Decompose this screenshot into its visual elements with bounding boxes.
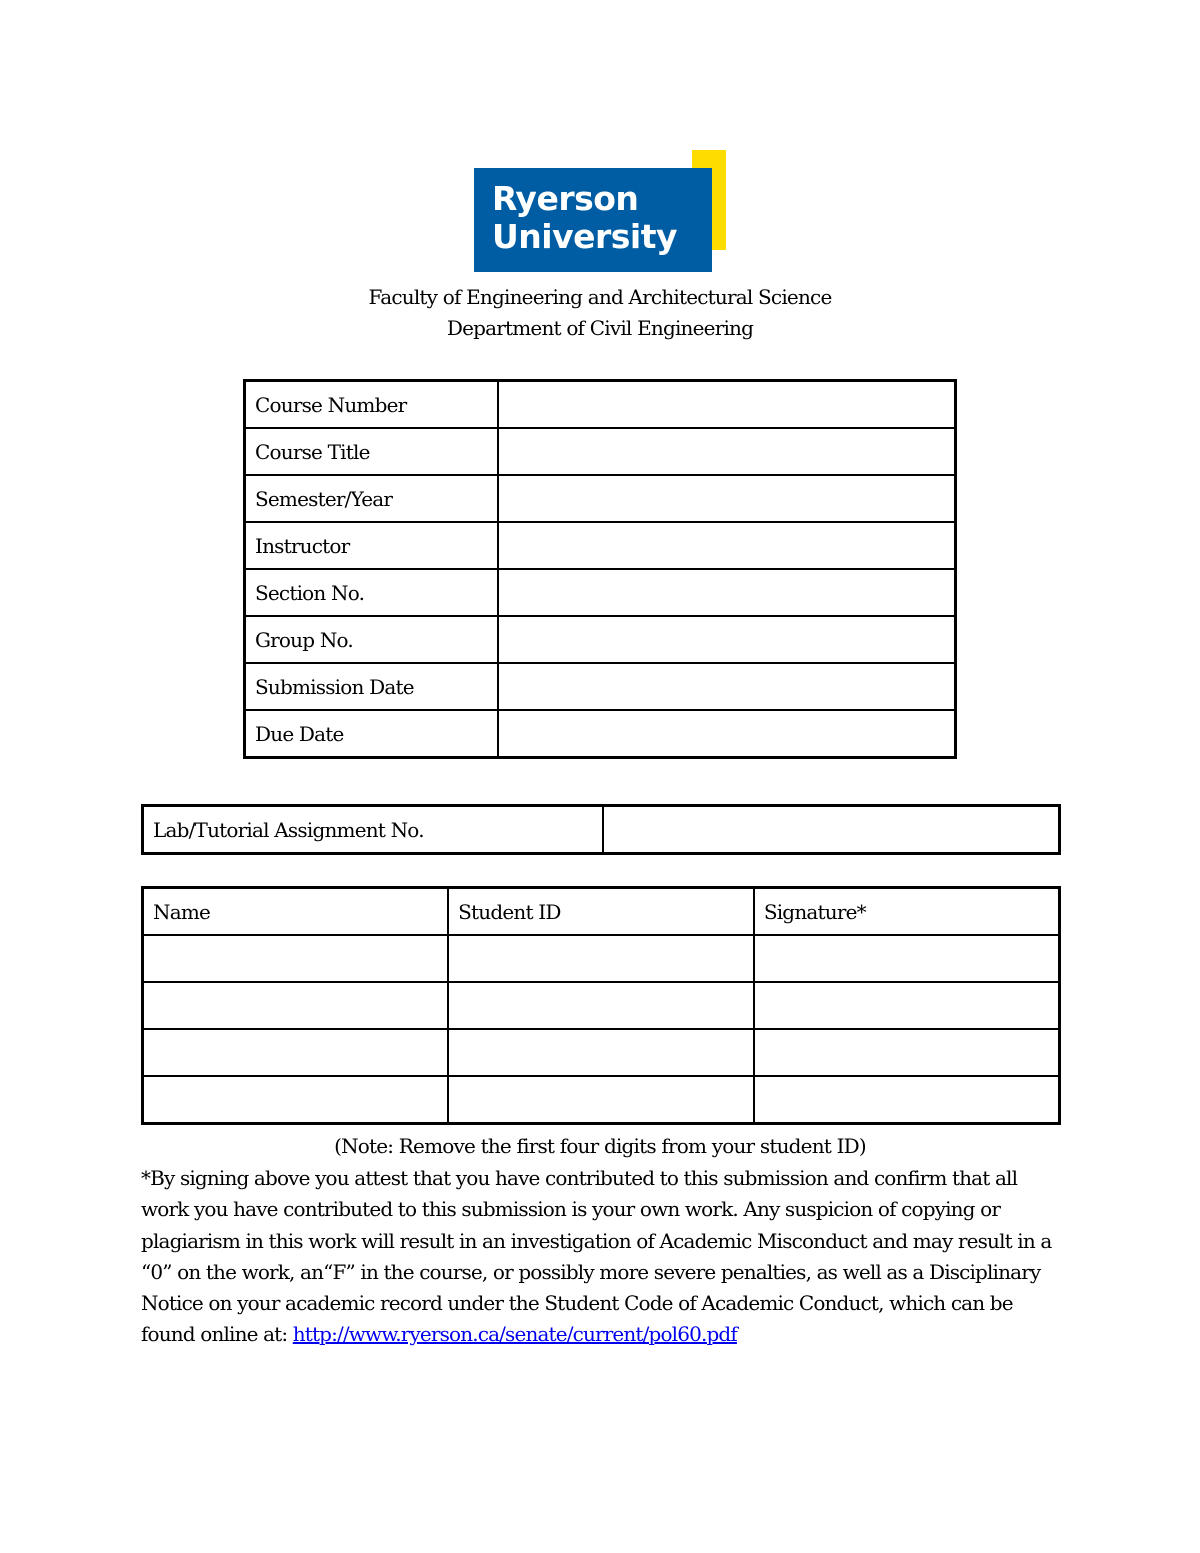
- name-cell[interactable]: [143, 982, 449, 1029]
- group-no-field[interactable]: [498, 616, 956, 663]
- due-date-label: Due Date: [245, 710, 499, 758]
- table-row: [143, 982, 1060, 1029]
- student-id-cell[interactable]: [448, 1029, 754, 1076]
- table-header-row: [143, 888, 1060, 936]
- logo-line-1: Ryerson: [492, 179, 639, 218]
- signature-cell[interactable]: [754, 1029, 1060, 1076]
- lab-assignment-table: [141, 804, 1061, 855]
- signature-column-header: Signature*: [754, 888, 1060, 936]
- student-id-column-header: Student ID: [448, 888, 754, 936]
- faculty-heading: Faculty of Engineering and Architectural Science: [368, 285, 832, 309]
- due-date-field[interactable]: [498, 710, 956, 758]
- table-row: [245, 522, 956, 569]
- signature-cell[interactable]: [754, 935, 1060, 982]
- table-row: [245, 569, 956, 616]
- department-heading: Department of Civil Engineering: [446, 316, 754, 340]
- course-number-label: Course Number: [245, 381, 499, 429]
- logo-blue-block: [474, 168, 712, 272]
- table-row: [143, 935, 1060, 982]
- group-no-label: Group No.: [245, 616, 499, 663]
- lab-assignment-label: Lab/Tutorial Assignment No.: [143, 806, 604, 854]
- section-no-field[interactable]: [498, 569, 956, 616]
- name-cell[interactable]: [143, 1029, 449, 1076]
- course-info-table: [243, 379, 957, 759]
- name-cell[interactable]: [143, 935, 449, 982]
- logo-line-2: University: [492, 217, 678, 256]
- student-id-note: (Note: Remove the first four digits from your student ID): [334, 1134, 866, 1158]
- declaration-text: *By signing above you attest that you have contributed to this submission and confirm that all work you have contributed to this submission is your own work. Any suspicion of copying or plagiarism in this work will result in an investigation of Academic Misconduct and may result in a “0” on the work, an“F” in the course, or possibly more severe penalties, as well as a Disciplinary Notice on your academic record under the Student Code of Academic Conduct, which can be found online at:: [141, 1166, 1052, 1347]
- declaration-paragraph: [141, 1163, 1066, 1351]
- table-row: [143, 806, 1060, 854]
- semester-year-label: Semester/Year: [245, 475, 499, 522]
- course-number-field[interactable]: [498, 381, 956, 429]
- table-row: [245, 428, 956, 475]
- section-no-label: Section No.: [245, 569, 499, 616]
- signature-cell[interactable]: [754, 982, 1060, 1029]
- course-title-field[interactable]: [498, 428, 956, 475]
- instructor-label: Instructor: [245, 522, 499, 569]
- student-id-cell[interactable]: [448, 935, 754, 982]
- students-table: [141, 886, 1061, 1125]
- table-row: [245, 663, 956, 710]
- policy-link[interactable]: http://www.ryerson.ca/senate/current/pol60.pdf: [292, 1322, 737, 1347]
- table-row: [245, 475, 956, 522]
- submission-date-label: Submission Date: [245, 663, 499, 710]
- name-column-header: Name: [143, 888, 449, 936]
- semester-year-field[interactable]: [498, 475, 956, 522]
- table-row: [143, 1029, 1060, 1076]
- submission-date-field[interactable]: [498, 663, 956, 710]
- lab-assignment-field[interactable]: [603, 806, 1060, 854]
- signature-cell[interactable]: [754, 1076, 1060, 1124]
- ryerson-university-logo: [474, 150, 726, 272]
- table-row: [245, 710, 956, 758]
- logo-text: [492, 180, 677, 256]
- student-id-cell[interactable]: [448, 1076, 754, 1124]
- table-row: [245, 616, 956, 663]
- student-id-cell[interactable]: [448, 982, 754, 1029]
- course-title-label: Course Title: [245, 428, 499, 475]
- table-row: [143, 1076, 1060, 1124]
- instructor-field[interactable]: [498, 522, 956, 569]
- name-cell[interactable]: [143, 1076, 449, 1124]
- table-row: [245, 381, 956, 429]
